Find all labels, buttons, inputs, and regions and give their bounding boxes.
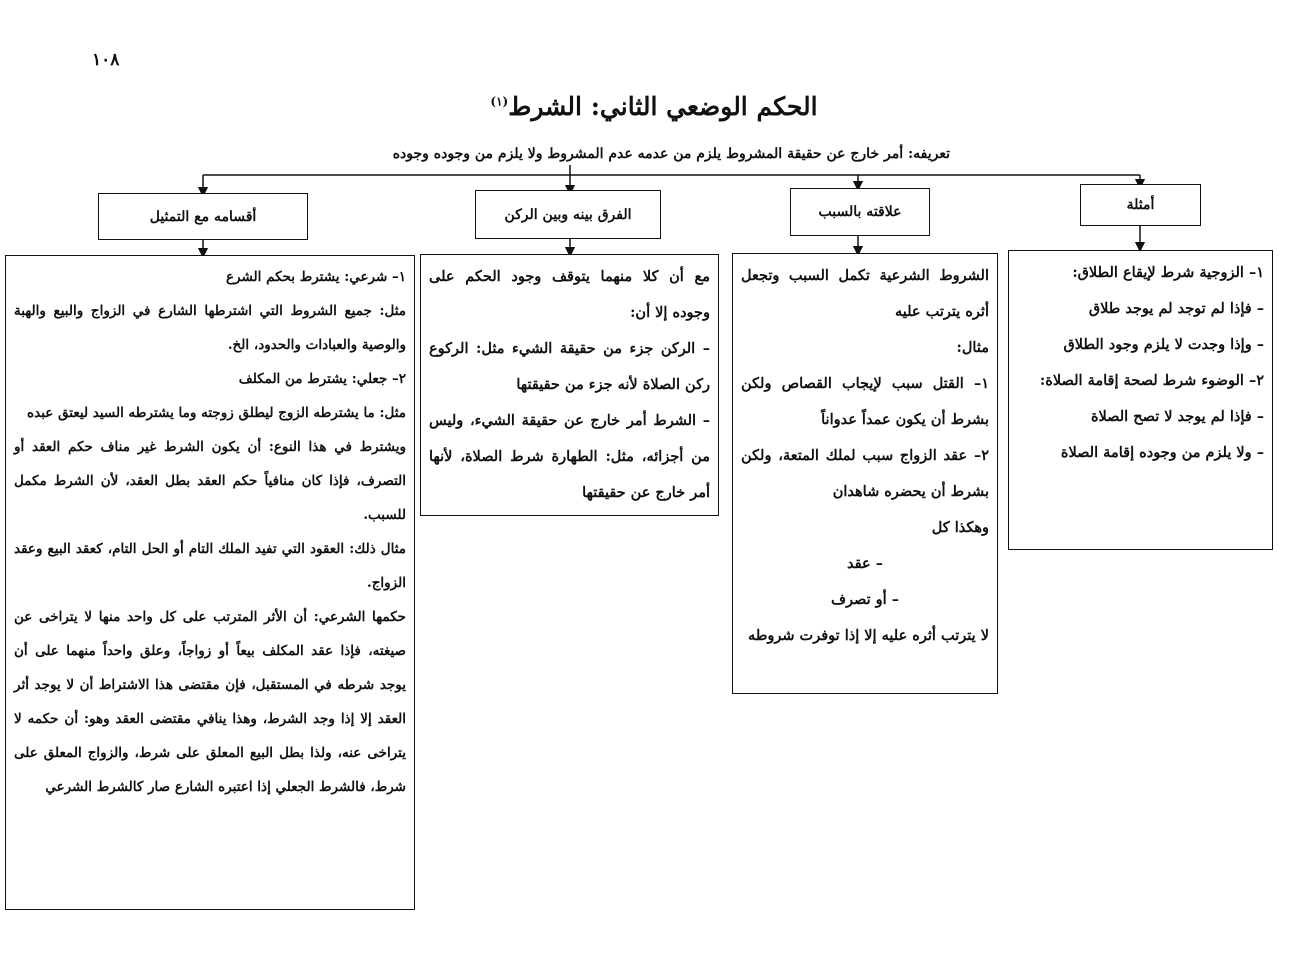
cause-line-4: ٢– عقد الزواج سبب لملك المتعة، ولكن بشرط أن يحضره شاهدان bbox=[741, 447, 989, 500]
types-line-1: ١– شرعي: يشترط بحكم الشرع bbox=[226, 269, 406, 285]
cause-relation-heading: علاقته بالسبب bbox=[790, 188, 930, 236]
cause-line-6: – عقد bbox=[847, 555, 883, 572]
cause-line-8: لا يترتب أثره عليه إلا إذا توفرت شروطه bbox=[748, 627, 989, 644]
examples-line-3: – وإذا وجدت لا يلزم وجود الطلاق bbox=[1063, 336, 1264, 353]
examples-line-4: ٢– الوضوء شرط لصحة إقامة الصلاة: bbox=[1039, 372, 1264, 389]
types-line-3: ٢– جعلي: يشترط من المكلف bbox=[238, 371, 406, 387]
cause-relation-box bbox=[732, 253, 998, 694]
pillar-line-3: – الشرط أمر خارج عن حقيقة الشيء، وليس من أجزائه، مثل: الطهارة شرط الصلاة، لأنها أمر خارج عن حقيقتها bbox=[429, 412, 710, 501]
types-line-6: مثال ذلك: العقود التي تفيد الملك التام أو الحل التام، كعقد البيع وعقد الزواج. bbox=[14, 541, 406, 591]
types-box bbox=[5, 255, 415, 910]
examples-line-1: ١– الزوجية شرط لإيقاع الطلاق: bbox=[1072, 264, 1264, 281]
cause-line-1: الشروط الشرعية تكمل السبب وتجعل أثره يترتب عليه bbox=[741, 267, 989, 320]
cause-line-7: – أو تصرف bbox=[830, 591, 900, 608]
types-line-7: حكمها الشرعي: أن الأثر المترتب على كل واحد منها لا يتراخى عن صيغته، فإذا عقد المكلف بيعاً أو زواجاً، وعلق واحداً منهما على أن يوجد شرطه في المستقبل، فإن مقتضى هذا الاشتراط أن لا يوجد أثر العقد إلا إذا وجد الشرط، وهذا ينافي مقتضى العقد وهو: أن حكمه لا يتراخى عنه، ولذا بطل البيع المعلق على شرط، والزواج المعلق على شرط، فالشرط الجعلي إذا اعتبره الشارع صار كالشرط الشرعي bbox=[14, 609, 406, 795]
pillar-difference-heading: الفرق بينه وبين الركن bbox=[475, 190, 661, 239]
examples-line-2: – فإذا لم توجد لم يوجد طلاق bbox=[1088, 300, 1264, 317]
types-line-5: ويشترط في هذا النوع: أن يكون الشرط غير مناف حكم العقد أو التصرف، فإذا كان منافياً حكم العقد بطل العقد، لأن الشرط مكمل للسبب. bbox=[14, 439, 406, 523]
cause-line-2: مثال: bbox=[956, 339, 989, 356]
types-line-2: مثل: جميع الشروط التي اشترطها الشارع في الزواج والبيع والهبة والوصية والعبادات والحدود، الخ. bbox=[14, 303, 406, 353]
pillar-line-1: مع أن كلا منهما يتوقف وجود الحكم على وجوده إلا أن: bbox=[429, 268, 710, 321]
page-number: ١٠٨ bbox=[92, 50, 120, 70]
types-heading: أقسامه مع التمثيل bbox=[98, 193, 308, 240]
pillar-difference-box bbox=[420, 254, 719, 516]
pillar-line-2: – الركن جزء من حقيقة الشيء مثل: الركوع ركن الصلاة لأنه جزء من حقيقتها bbox=[429, 340, 710, 393]
title-text: الحكم الوضعي الثاني: الشرط bbox=[508, 92, 818, 121]
cause-line-5: وهكذا كل bbox=[931, 519, 989, 536]
examples-heading: أمثلة bbox=[1080, 184, 1201, 226]
examples-line-5: – فإذا لم يوجد لا تصح الصلاة bbox=[1090, 408, 1264, 425]
examples-box bbox=[1008, 250, 1273, 550]
cause-line-3: ١– القتل سبب لإيجاب القصاص ولكن بشرط أن يكون عمداً عدواناً bbox=[741, 375, 989, 428]
definition-line: تعريفه: أمر خارج عن حقيقة المشروط يلزم من عدمه عدم المشروط ولا يلزم من وجوده وجوده bbox=[392, 146, 950, 162]
footnote-marker: (١) bbox=[490, 94, 509, 109]
types-line-4: مثل: ما يشترطه الزوج ليطلق زوجته وما يشترطه السيد ليعتق عبده bbox=[27, 405, 406, 421]
examples-line-6: – ولا يلزم من وجوده إقامة الصلاة bbox=[1060, 444, 1264, 461]
